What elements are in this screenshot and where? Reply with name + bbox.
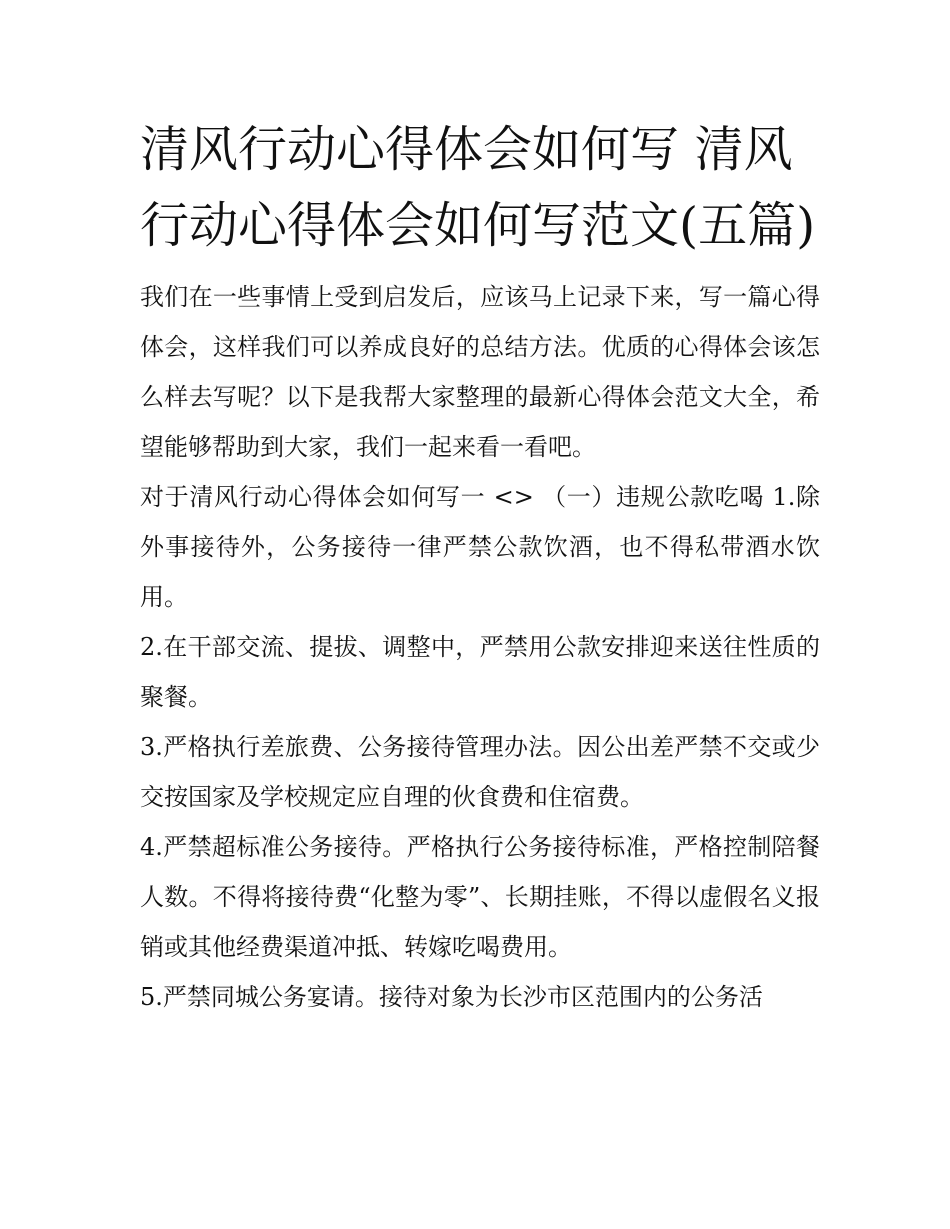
section-paragraph-4: 4.严禁超标准公务接待。严格执行公务接待标准，严格控制陪餐人数。不得将接待费“化整为零”、长期挂账，不得以虚假名义报销或其他经费渠道冲抵、转嫁吃喝费用。 <box>140 833 820 961</box>
section-paragraph-1: 对于清风行动心得体会如何写一 <> （一）违规公款吃喝 1.除外事接待外，公务接待一律严禁公款饮酒，也不得私带酒水饮用。 <box>140 483 820 611</box>
intro-paragraph: 我们在一些事情上受到启发后，应该马上记录下来，写一篇心得体会，这样我们可以养成良好的总结方法。优质的心得体会该怎么样去写呢？以下是我帮大家整理的最新心得体会范文大全，希望能够帮助到大家，我们一起来看一看吧。 <box>140 283 820 461</box>
section-paragraph-2: 2.在干部交流、提拔、调整中，严禁用公款安排迎来送往性质的聚餐。 <box>140 633 820 711</box>
document-content <box>140 112 820 1022</box>
section-paragraph-5: 5.严禁同城公务宴请。接待对象为长沙市区范围内的公务活 <box>140 983 763 1011</box>
section-paragraph-3: 3.严格执行差旅费、公务接待管理办法。因公出差严禁不交或少交按国家及学校规定应自理的伙食费和住宿费。 <box>140 733 820 811</box>
document-title: 清风行动心得体会如何写 清风行动心得体会如何写范文(五篇) <box>140 121 816 254</box>
